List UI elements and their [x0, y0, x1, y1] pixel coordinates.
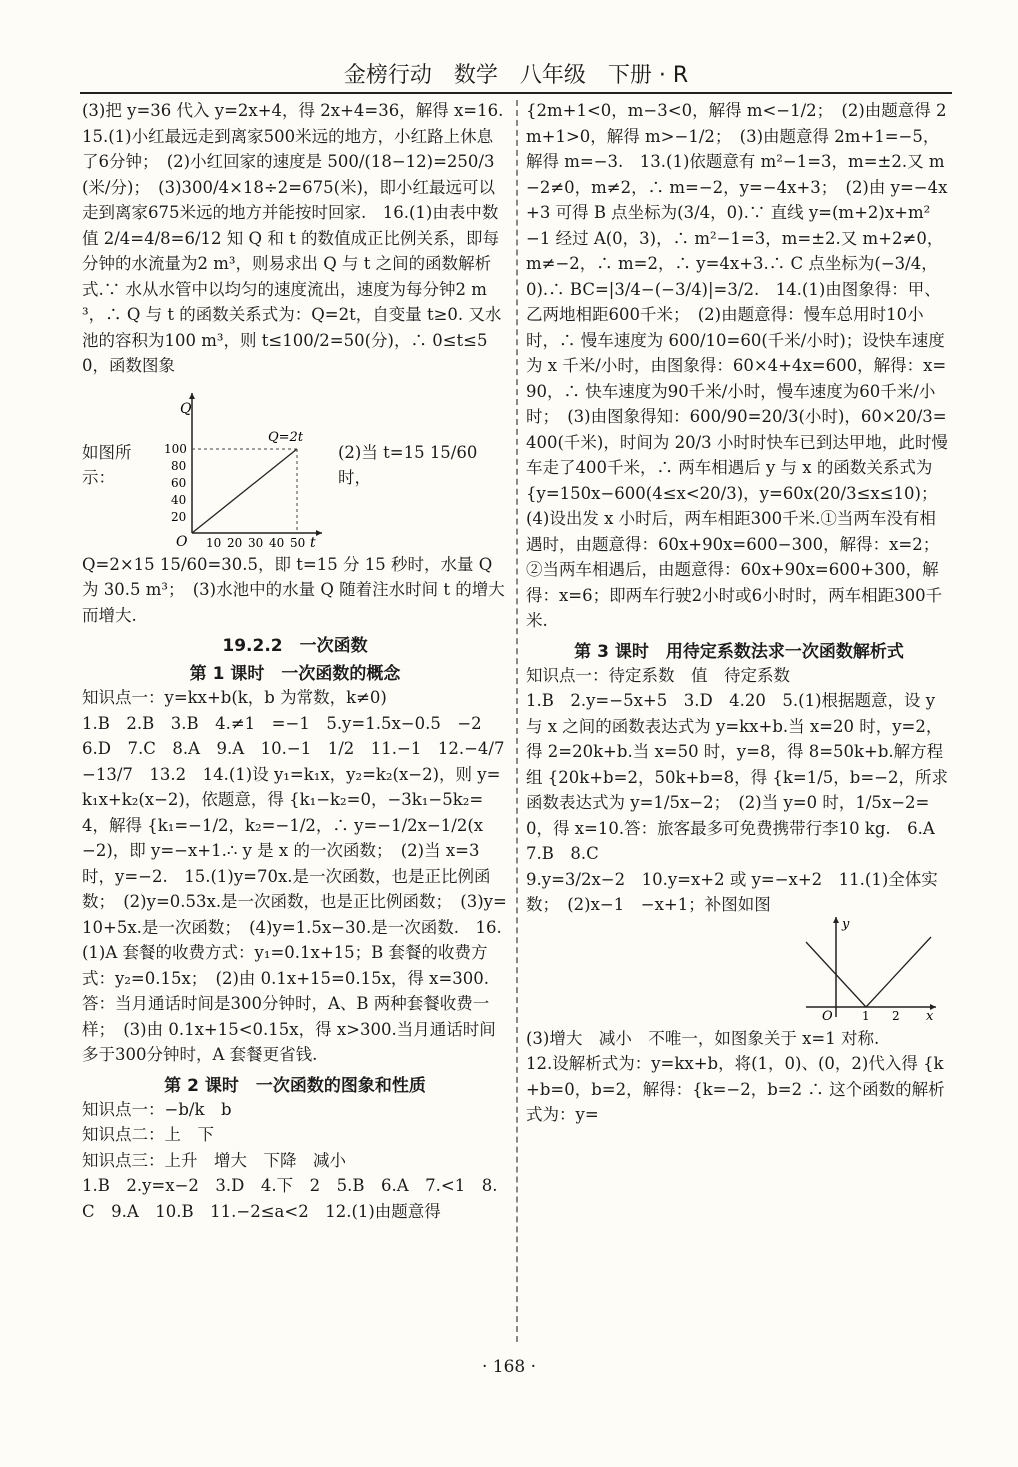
graph1-side-text: (2)当 t=15 15/60 时，	[338, 442, 478, 487]
page-header: 金榜行动 数学 八年级 下册 · R	[343, 63, 689, 88]
graph1-xtick: 10	[206, 535, 222, 548]
graph1-xtick: 20	[227, 535, 243, 548]
graph1-ytick: 80	[171, 458, 187, 473]
graph1-ytick: 20	[171, 509, 187, 524]
page-number: · 168 ·	[481, 1357, 537, 1377]
graph1-ylabel: Q	[180, 400, 192, 417]
right-para-3a: (3)增大 减小 不唯一，如图象关于 x=1 对称.	[526, 1028, 880, 1048]
abs-value-graph	[796, 912, 946, 1022]
graph1-xlabel: t	[310, 534, 316, 548]
lesson-1-title: 第 1 课时 一次函数的概念	[189, 664, 401, 684]
graph2-xtick: 2	[892, 1008, 900, 1022]
lesson-2-title: 第 2 课时 一次函数的图象和性质	[164, 1075, 426, 1096]
graph1-xtick: 40	[269, 535, 285, 548]
right-para-3b: 12.设解析式为：y=kx+b，将(1，0)、(0，2)代入得 {k+b=0，b=2，解得：{k=−2，b=2 ∴ 这个函数的解析式为：y=	[526, 1054, 945, 1124]
lesson-3-title: 第 3 课时 用待定系数法求一次函数解析式	[574, 641, 904, 662]
left-para-3b: 1.B 2.B 3.B 4.≠1 =−1 5.y=1.5x−0.5 −2 6.D 7.C 8.A 9.A 10.−1 1/2 11.−1 12.−4/7 −13/7 13.2 14.(1)设 y₁=k₁x，y₂=k₂(x−2)，则 y=k₁x+k₂(x−2)，依题意，得 {k₁−k₂=0，−3k₁−5k₂=4，解得 {k₁=−1/2，k₂=−1/2，∴ y=−1/2x−1/2(x−2)，即 y=−x+1.∴ y 是 x 的一次函数； (2)当 x=3 时，y=−2. 15.(1)y=70x.是一次函数，也是正比例函数； (2)y=0.53x.是一次函数，也是正比例函数； (3)y=10+5x.是一次函数； (4)y=1.5x−30.是一次函数. 16.(1)A 套餐的收费方式：y₁=0.1x+15；B 套餐的收费方式：y₂=0.15x； (2)由 0.1x+15=0.15x，得 x=300.答：当月通话时间是300分钟时，A、B 两种套餐收费一样； (3)由 0.1x+15<0.15x，得 x>300.当月通话时间多于300分钟时，A 套餐更省钱.	[82, 713, 521, 1064]
section-title: 19.2.2 一次函数	[222, 636, 368, 656]
graph1-line-label: Q=2t	[268, 429, 304, 445]
left-para-3a: 知识点一：y=kx+b(k，b 为常数，k≠0)	[82, 688, 387, 707]
graph1-origin: O	[176, 533, 188, 548]
graph2-xtick: 1	[862, 1008, 870, 1022]
left-para-4d: 1.B 2.y=x−2 3.D 4.下 2 5.B 6.A 7.<1 8.C 9.A 10.B 11.−2≤a<2 12.(1)由题意得	[82, 1176, 498, 1221]
right-para-2b: 1.B 2.y=−5x+5 3.D 4.20 5.(1)根据题意，设 y 与 x 之间的函数表达式为 y=kx+b.当 x=20 时，y=2，得 2=20k+b.当 x=50 时，y=8，得 8=50k+b.解方程组 {20k+b=2，50k+b=8，得 {k=1/5，b=−2，所求函数表达式为 y=1/5x−2； (2)当 y=0 时，1/5x−2=0，得 x=10.答：旅客最多可免费携带行李10 kg. 6.A 7.B 8.C	[526, 691, 952, 863]
graph2-origin: O	[822, 1008, 833, 1022]
graph1-caption: 如图所示：	[82, 442, 132, 487]
right-para-1: {2m+1<0，m−3<0，解得 m<−1/2； (2)由题意得 2m+1>0，解得 m>−1/2； (3)由题意得 2m+1=−5，解得 m=−3. 13.(1)依题意有 m²−1=3，m=±2.又 m−2≠0，m≠2，∴ m=−2，y=−4x+3； (2)由 y=−4x+3 可得 B 点坐标为(3/4，0).∵ 直线 y=(m+2)x+m²−1 经过 A(0，3)，∴ m²−1=3，m=±2.又 m+2≠0，m≠−2，∴ m=2，∴ y=4x+3.∴ C 点坐标为(−3/4，0).∴ BC=|3/4−(−3/4)|=3/2. 14.(1)由图象得：甲、乙两地相距600千米； (2)由题意得：慢车总用时10小时，∴ 慢车速度为 600/10=60(千米/小时)；设快车速度为 x 千米/小时，由图象得：60×4+4x=600，解得：x=90，∴ 快车速度为90千米/小时，慢车速度为60千米/小时； (3)由图象得知：600/90=20/3(小时)，60×20/3=400(千米)，时间为 20/3 小时时快车已到达甲地，此时慢车走了400千米，∴ 两车相遇后 y 与 x 的函数关系式为 {y=150x−600(4≤x<20/3)，y=60x(20/3≤x≤10)； (4)设出发 x 小时后，两车相距300千米.①当两车没有相遇时，由题意得：60x+90x=600−300，解得：x=2；②当两车相遇后，由题意得：60x+90x=600+300，解得：x=6；即两车行驶2小时或6小时时，两车相距300千米.	[526, 101, 948, 630]
graph1-ytick: 100	[164, 441, 187, 456]
right-para-2a: 知识点一：待定系数 值 待定系数	[526, 665, 790, 685]
left-para-4a: 知识点一：−b/k b	[82, 1099, 232, 1119]
right-para-2c: 9.y=3/2x−2 10.y=x+2 或 y=−x+2 11.(1)全体实数； (2)x−1 −x+1；补图如图	[526, 869, 938, 914]
left-para-4b: 知识点二：上 下	[82, 1125, 214, 1144]
graph1-xtick: 30	[248, 535, 264, 548]
header-rule	[80, 92, 952, 94]
left-para-2: Q=2×15 15/60=30.5，即 t=15 分 15 秒时，水量 Q 为 30.5 m³； (3)水池中的水量 Q 随着注水时间 t 的增大而增大.	[82, 554, 505, 625]
left-para-4c: 知识点三：上升 增大 下降 减小	[82, 1150, 346, 1170]
left-column	[82, 98, 521, 1224]
graph2-ylabel: y	[842, 916, 850, 932]
graph2-xlabel: x	[926, 1008, 934, 1022]
graph1-xtick: 50	[290, 535, 306, 548]
water-volume-graph	[162, 383, 332, 548]
graph1-ytick: 60	[171, 475, 187, 490]
graph1-ytick: 40	[171, 492, 187, 507]
column-divider	[516, 100, 518, 1342]
right-column	[526, 98, 952, 1128]
left-para-1: (3)把 y=36 代入 y=2x+4，得 2x+4=36，解得 x=16. 15.(1)小红最远走到离家500米远的地方，小红路上休息了6分钟； (2)小红回家的速度是 500/(18−12)=250/3(米/分)； (3)300/4×18÷2=675(米)，即小红最远可以走到离家675米远的地方并能按时回家. 16.(1)由表中数值 2/4=4/8=6/12 知 Q 和 t 的数值成正比例关系，即每分钟的水流量为2 m³，则易求出 Q 与 t 之间的函数解析式.∵ 水从水管中以均匀的速度流出，速度为每分钟2 m³，∴ Q 与 t 的函数关系式为：Q=2t，自变量 t≥0. 又水池的容积为100 m³，则 t≤100/2=50(分)，∴ 0≤t≤50，函数图象	[82, 101, 520, 375]
graph1-row	[82, 379, 508, 552]
